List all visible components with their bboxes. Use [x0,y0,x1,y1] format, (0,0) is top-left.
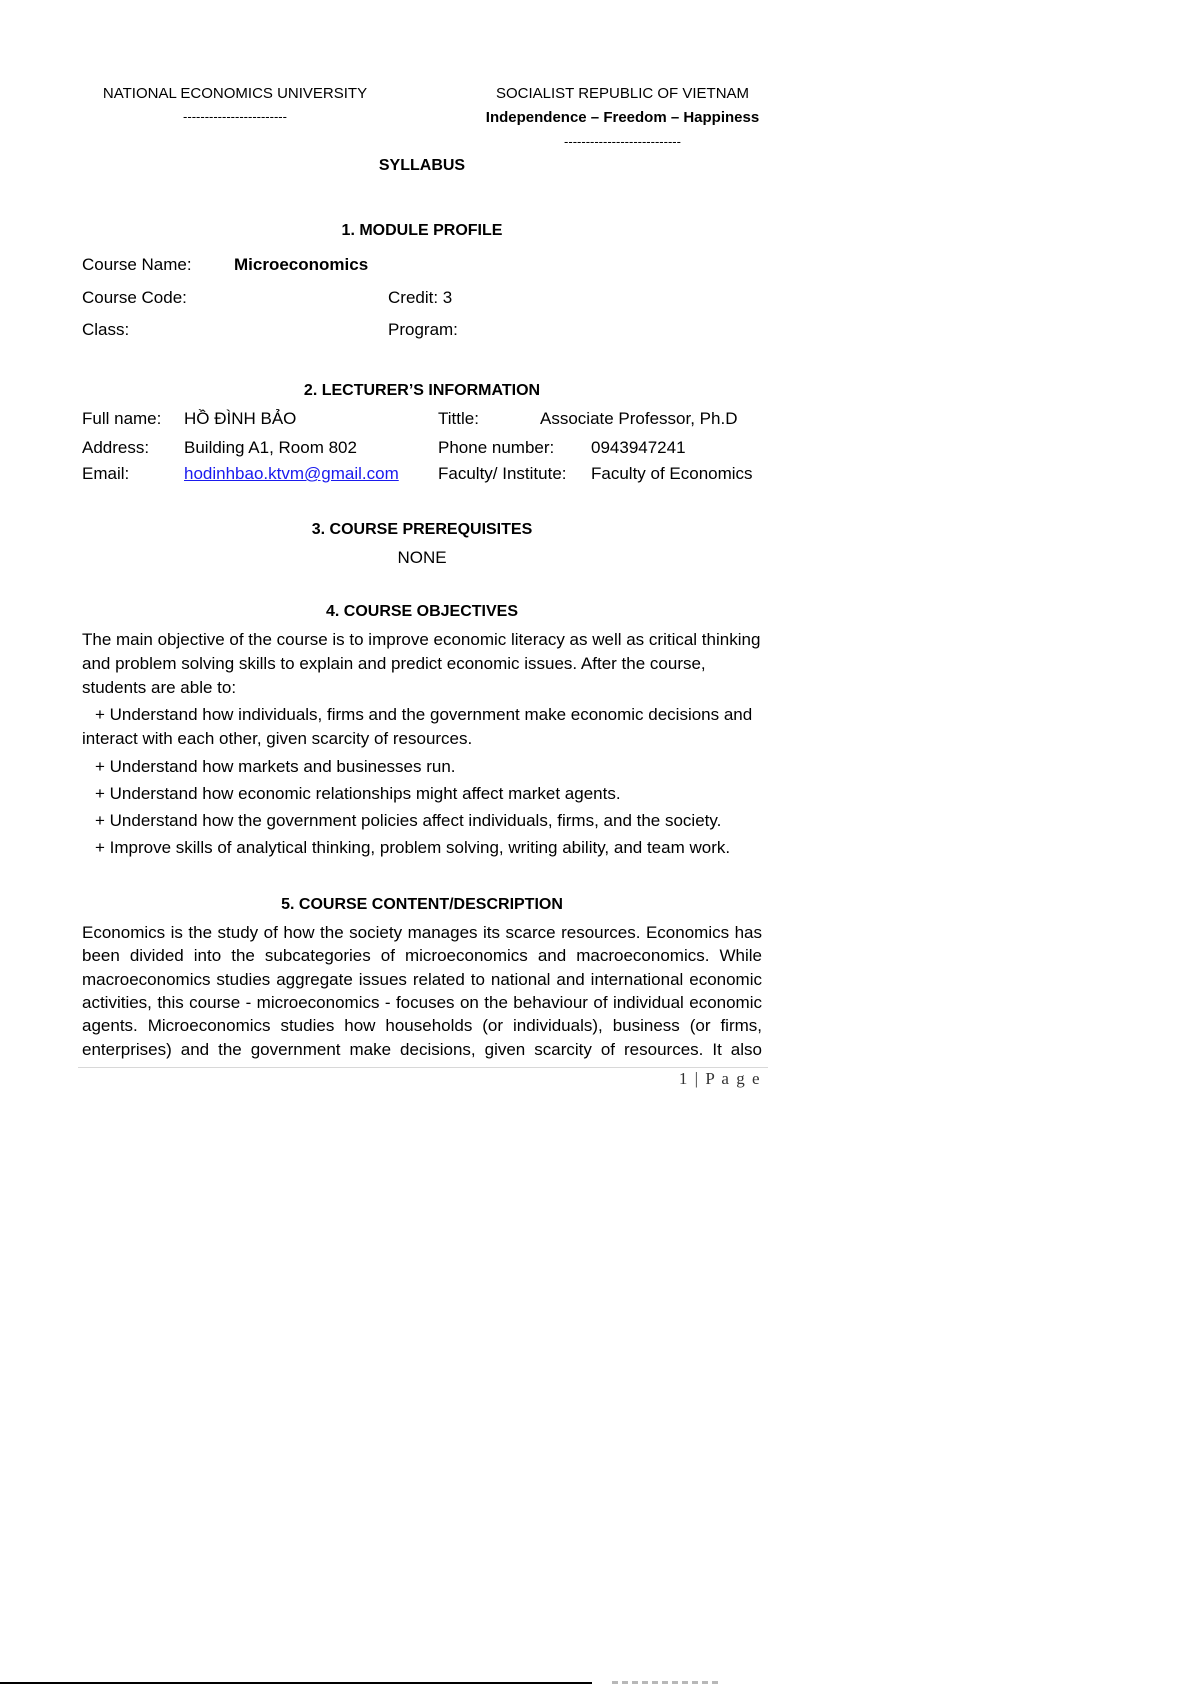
prerequisites-value: NONE [397,548,447,567]
phone-value: 0943947241 [591,438,686,457]
objective-bullet: + Understand how individuals, firms and the government make economic decisions and [95,705,753,724]
page-number: 1 | P a g e [678,1069,761,1088]
university-name: NATIONAL ECONOMICS UNIVERSITY [102,85,368,102]
course-name-value: Microeconomics [234,255,369,274]
content-paragraph-line: macroeconomics studies aggregate issues related to national and international economic [82,970,762,989]
document-title: SYLLABUS [378,157,466,174]
objective-bullet: + Improve skills of analytical thinking, problem solving, writing ability, and team work. [95,838,731,857]
section-objectives-title: 4. COURSE OBJECTIVES [325,603,519,620]
section-content-title: 5. COURSE CONTENT/DESCRIPTION [281,896,563,913]
footer-divider [78,1067,768,1068]
content-paragraph-line: agents. Microeconomics studies how households (or individuals), business (or firms, [82,1016,762,1035]
content-paragraph-line: Economics is the study of how the society manages its scarce resources. Economics has [82,923,762,942]
address-label: Address: [82,438,150,457]
faculty-label: Faculty/ Institute: [438,464,567,483]
university-divider: ------------------------ [183,109,287,124]
objectives-intro-line: students are able to: [82,678,237,697]
objectives-intro-line: and problem solving skills to explain and predict economic issues. After the course, [82,654,706,673]
course-code-label: Course Code: [82,288,187,307]
full-name-value: HỒ ĐÌNH BẢO [184,409,297,428]
program-label: Program: [388,320,458,339]
objectives-intro-line: The main objective of the course is to improve economic literacy as well as critical thinking [82,630,761,649]
objective-bullet: + Understand how markets and businesses run. [95,757,456,776]
email-label: Email: [82,464,130,483]
republic-name: SOCIALIST REPUBLIC OF VIETNAM [495,85,750,102]
class-label: Class: [82,320,130,339]
academic-title-value: Associate Professor, Ph.D [540,409,738,428]
address-value: Building A1, Room 802 [184,438,357,457]
section-module-profile-title: 1. MODULE PROFILE [341,222,503,239]
objective-bullet-continuation: interact with each other, given scarcity of resources. [82,729,473,748]
content-paragraph-line: activities, this course - microeconomics - focuses on the behaviour of individual economic [82,993,762,1012]
content-paragraph-line: been divided into the subcategories of microeconomics and macroeconomics. While [82,946,762,965]
objective-bullet: + Understand how the government policies affect individuals, firms, and the society. [95,811,722,830]
republic-divider: --------------------------- [564,134,681,149]
full-name-label: Full name: [82,409,162,428]
section-lecturer-title: 2. LECTURER’S INFORMATION [303,382,541,399]
credit-value: Credit: 3 [388,288,453,307]
section-prerequisites-title: 3. COURSE PREREQUISITES [311,521,533,538]
bottom-edge-rule [0,1682,592,1684]
objective-bullet: + Understand how economic relationships might affect market agents. [95,784,621,803]
bottom-edge-fragment [612,1681,722,1684]
academic-title-label: Tittle: [438,409,479,428]
content-paragraph-line: enterprises) and the government make decisions, given scarcity of resources. It also [82,1040,762,1059]
phone-label: Phone number: [438,438,555,457]
faculty-value: Faculty of Economics [591,464,753,483]
national-motto: Independence – Freedom – Happiness [485,109,760,126]
course-name-label: Course Name: [82,255,192,274]
email-link[interactable]: hodinhbao.ktvm@gmail.com [184,464,399,483]
